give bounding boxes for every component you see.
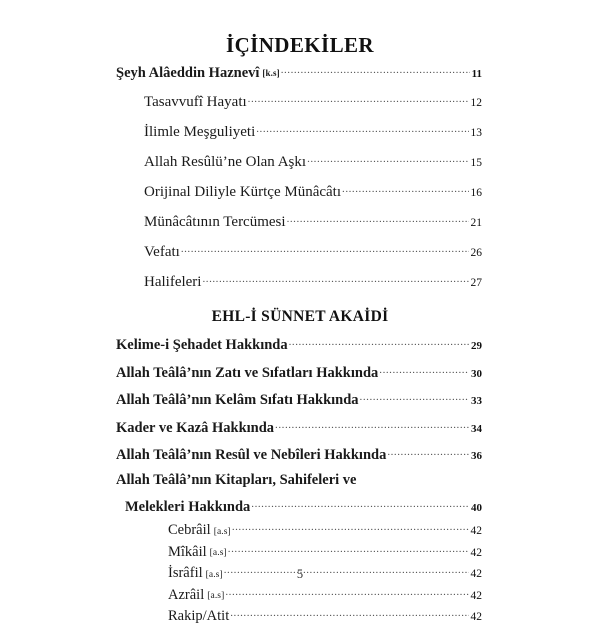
toc-entry-page-number: 42 (470, 547, 483, 559)
toc-entry[interactable] (116, 441, 482, 469)
toc-entry-title: Kader ve Kazâ Hakkında (116, 420, 274, 437)
toc-entry[interactable] (116, 116, 482, 146)
toc-entry-title: Orijinal Diliyle Kürtçe Münâcâtı (144, 184, 341, 201)
toc-entry-title: Rakip/Atit (168, 608, 229, 625)
toc-entry-honorific: [k.s] (259, 68, 279, 78)
dot-leader (275, 417, 469, 432)
dot-leader (281, 62, 470, 77)
toc-entry[interactable] (116, 519, 482, 541)
toc-entry[interactable] (116, 540, 482, 562)
toc-entry-page-number: 29 (470, 340, 482, 352)
footer-page-number: 5 (0, 567, 600, 582)
toc-entry[interactable] (116, 583, 482, 605)
toc-entry[interactable] (116, 86, 482, 116)
toc-entry-page-number: 27 (470, 277, 483, 289)
toc-entry-title: Allah Teâlâ’nın Resûl ve Nebîleri Hakkında (116, 447, 386, 464)
toc-entry-title: İlimle Meşguliyeti (144, 124, 255, 141)
dot-leader (289, 335, 469, 350)
dot-leader (230, 606, 468, 621)
toc-entry-honorific: [a.s] (207, 548, 227, 558)
toc-entry-title: İsrâfil (168, 565, 203, 582)
toc-entry-page-number: 11 (471, 68, 482, 80)
toc-entry-page-number: 42 (470, 590, 483, 602)
toc-entry-title: Vefatı (144, 244, 180, 261)
toc-entry-title: Mîkâil (168, 544, 207, 561)
toc-entry[interactable] (116, 236, 482, 266)
toc-entry[interactable] (116, 146, 482, 176)
toc-entry-page-number: 15 (470, 157, 483, 169)
toc-entry[interactable] (116, 468, 482, 493)
toc-entry-page-number: 42 (470, 611, 483, 623)
toc-entry[interactable] (116, 605, 482, 626)
toc-entry[interactable] (116, 206, 482, 236)
section-heading-ehl-i-sunnet-akaidi: EHL-İ SÜNNET AKAİDİ (0, 296, 600, 331)
toc-entry[interactable] (116, 493, 482, 519)
toc-entry-honorific: [a.s] (204, 591, 224, 601)
toc-entry-page-number: 34 (470, 423, 482, 435)
toc-entry[interactable] (116, 176, 482, 206)
toc-entry-title: Allah Teâlâ’nın Zatı ve Sıfatları Hakkında (116, 365, 378, 382)
dot-leader (360, 390, 469, 405)
toc-entry-page-number: 42 (470, 568, 483, 580)
dot-leader (379, 362, 469, 377)
dot-leader (202, 271, 468, 286)
toc-entry-title: Tasavvufî Hayatı (144, 94, 247, 111)
toc-entry-page-number: 21 (470, 217, 483, 229)
toc-entry[interactable] (116, 58, 482, 86)
dot-leader (232, 520, 469, 535)
toc-entry[interactable] (116, 413, 482, 441)
dot-leader (307, 151, 468, 166)
page-title: İÇİNDEKİLER (0, 0, 600, 58)
toc-entry-page-number: 36 (470, 450, 482, 462)
toc-entry-page-number: 40 (470, 502, 482, 514)
toc-entry-honorific: [a.s] (203, 570, 223, 580)
toc-entry[interactable] (116, 358, 482, 386)
dot-leader (248, 91, 469, 106)
toc-entry-page-number: 42 (470, 525, 483, 537)
dot-leader (342, 181, 468, 196)
toc-entry-title: Allah Teâlâ’nın Kelâm Sıfatı Hakkında (116, 392, 359, 409)
toc-entry-title: Melekleri Hakkında (125, 499, 250, 516)
dot-leader (228, 541, 469, 556)
toc-entry-title: Allah Resûlü’ne Olan Aşkı (144, 154, 306, 171)
toc-entry-page-number: 12 (470, 97, 483, 109)
toc-entry-title: Allah Teâlâ’nın Kitapları, Sahifeleri ve (116, 472, 356, 489)
toc-entry-title: Azrâil (168, 587, 204, 604)
dot-leader (181, 241, 469, 256)
toc-entry-title: Kelime-i Şehadet Hakkında (116, 337, 288, 354)
toc-entry-title: Münâcâtının Tercümesi (144, 214, 286, 231)
toc-entry-page-number: 26 (470, 247, 483, 259)
toc-entry[interactable] (116, 331, 482, 359)
toc-entry-title: Halifeleri (144, 274, 201, 291)
toc-entry[interactable] (116, 386, 482, 414)
toc-entry-page-number: 16 (470, 187, 483, 199)
toc-list-primary (0, 58, 600, 296)
toc-entry-page-number: 30 (470, 368, 482, 380)
toc-entry[interactable] (116, 266, 482, 296)
toc-entry-honorific: [a.s] (211, 527, 231, 537)
dot-leader (387, 445, 469, 460)
dot-leader (256, 121, 468, 136)
toc-entry-page-number: 33 (470, 395, 482, 407)
toc-entry-page-number: 13 (470, 127, 483, 139)
dot-leader (225, 584, 468, 599)
toc-entry-title: Cebrâil (168, 522, 211, 539)
dot-leader (251, 496, 469, 511)
toc-entry-title: Şeyh Alâeddin Haznevî (116, 65, 259, 82)
dot-leader (287, 211, 469, 226)
